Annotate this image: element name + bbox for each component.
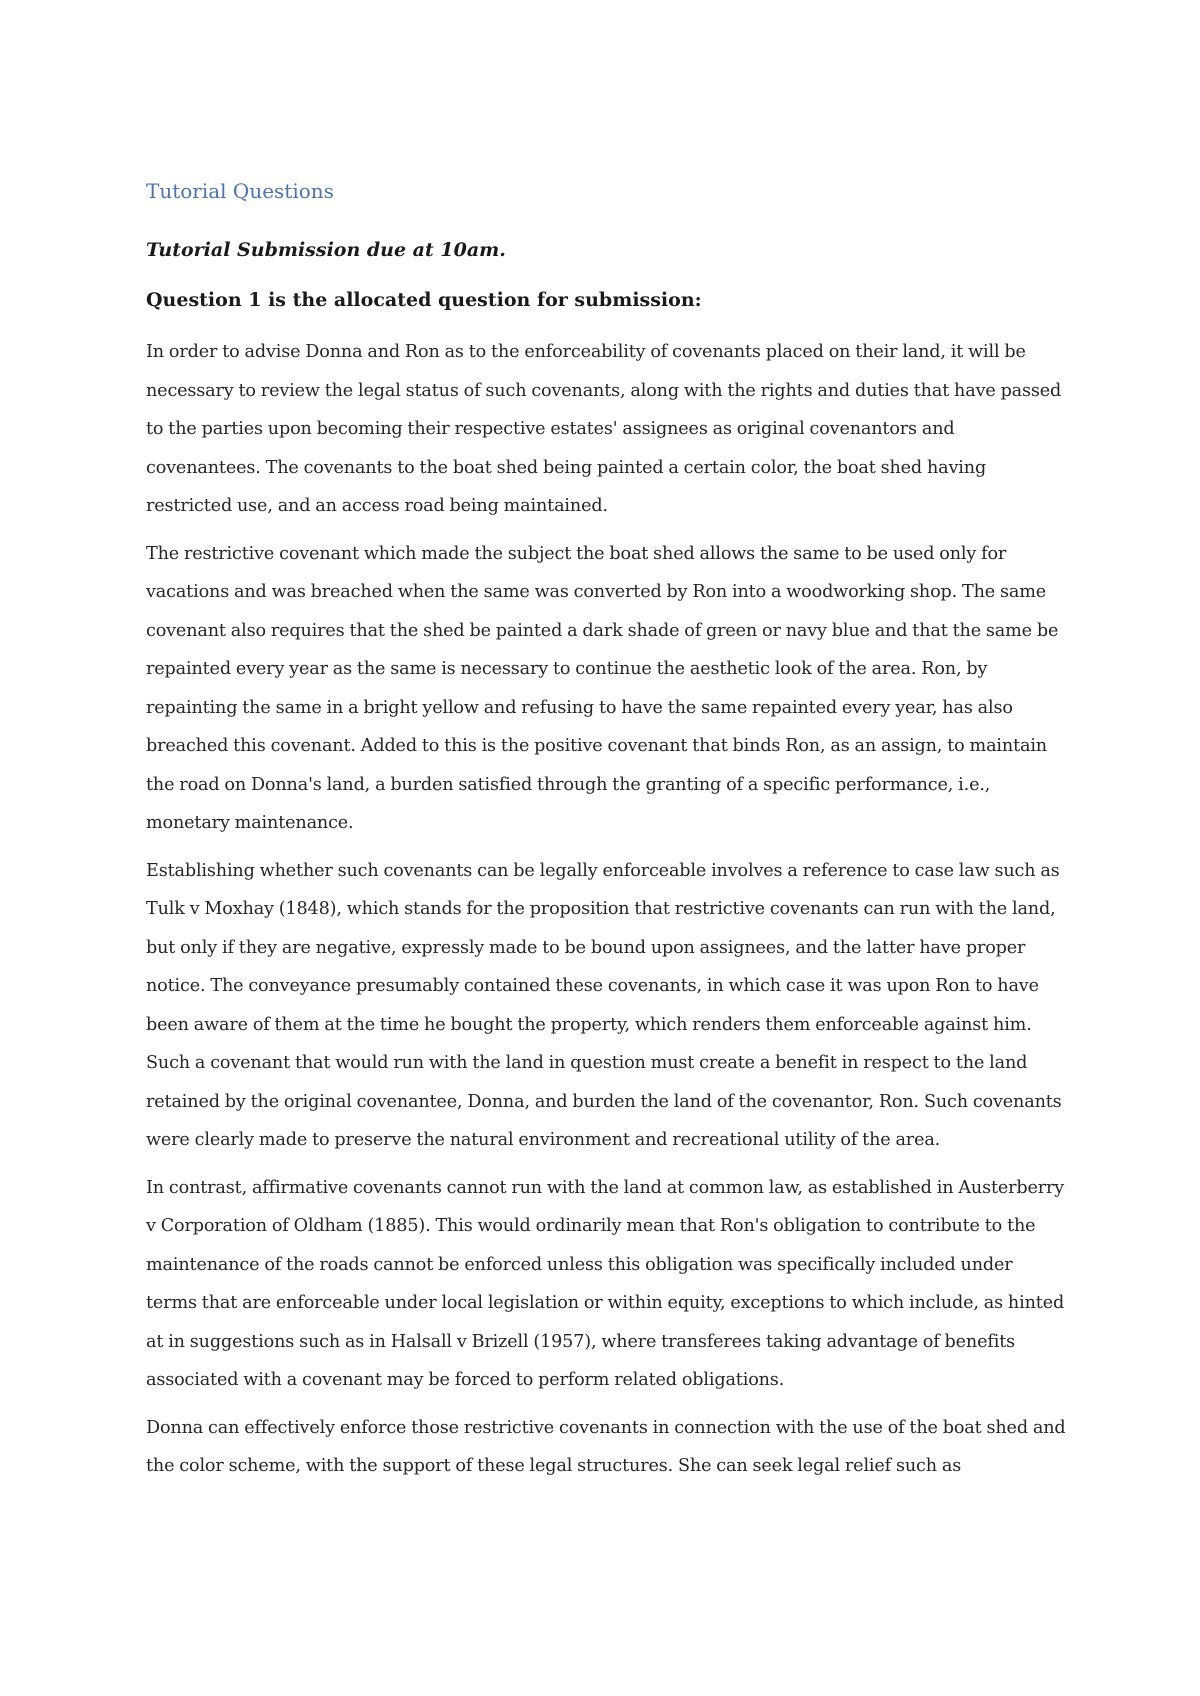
paragraph-tulk-v-moxhay: Establishing whether such covenants can be legally enforceable involves a reference to case law such as Tulk v Moxhay (1848), which stands for the proposition that restrictive covenants can run with the land, but only if they are negative, expressly made to be bound upon assignees, and the latter have proper notice. The conveyance presumably contained these covenants, in which case it was upon Ron to have been aware of them at the time he bought the property, which renders them enforceable against him. Such a covenant that would run with the land in question must create a benefit in respect to the land retained by the original covenantee, Donna, and burden the land of the covenantor, Ron. Such covenants were clearly made to preserve the natural environment and recreational utility of the area.	[146, 860, 1062, 1150]
paragraph-introduction: In order to advise Donna and Ron as to the enforceability of covenants placed on their land, it will be necessary to review the legal status of such covenants, along with the rights and duties that have passed to the parties upon becoming their respective estates' assignees as original covenantors and covenantees. The covenants to the boat shed being painted a certain color, the boat shed having restricted use, and an access road being maintained.	[146, 342, 1062, 516]
paragraph-restrictive-covenant: The restrictive covenant which made the subject the boat shed allows the same to be used only for vacations and was breached when the same was converted by Ron into a woodworking shop. The same covenant also requires that the shed be painted a dark shade of green or navy blue and that the same be repainted every year as the same is necessary to continue the aesthetic look of the area. Ron, by repainting the same in a bright yellow and refusing to have the same repainted every year, has also breached this covenant. Added to this is the positive covenant that binds Ron, as an assign, to maintain the road on Donna's land, a burden satisfied through the granting of a specific performance, i.e., monetary maintenance.	[146, 543, 1059, 833]
document-body	[146, 178, 1066, 1495]
submission-due-line: Tutorial Submission due at 10am.	[146, 239, 506, 261]
allocated-question-line: Question 1 is the allocated question for submission:	[146, 289, 702, 311]
document-heading: Tutorial Questions	[146, 179, 334, 203]
paragraph-enforcement: Donna can effectively enforce those restrictive covenants in connection with the use of the boat shed and the color scheme, with the support of these legal structures. She can seek legal relief such as	[146, 1417, 1066, 1476]
paragraph-affirmative-covenants: In contrast, affirmative covenants cannot run with the land at common law, as established in Austerberry v Corporation of Oldham (1885). This would ordinarily mean that Ron's obligation to contribute to the maintenance of the roads cannot be enforced unless this obligation was specifically included under terms that are enforceable under local legislation or within equity, exceptions to which include, as hinted at in suggestions such as in Halsall v Brizell (1957), where transferees taking advantage of benefits associated with a covenant may be forced to perform related obligations.	[146, 1177, 1065, 1390]
